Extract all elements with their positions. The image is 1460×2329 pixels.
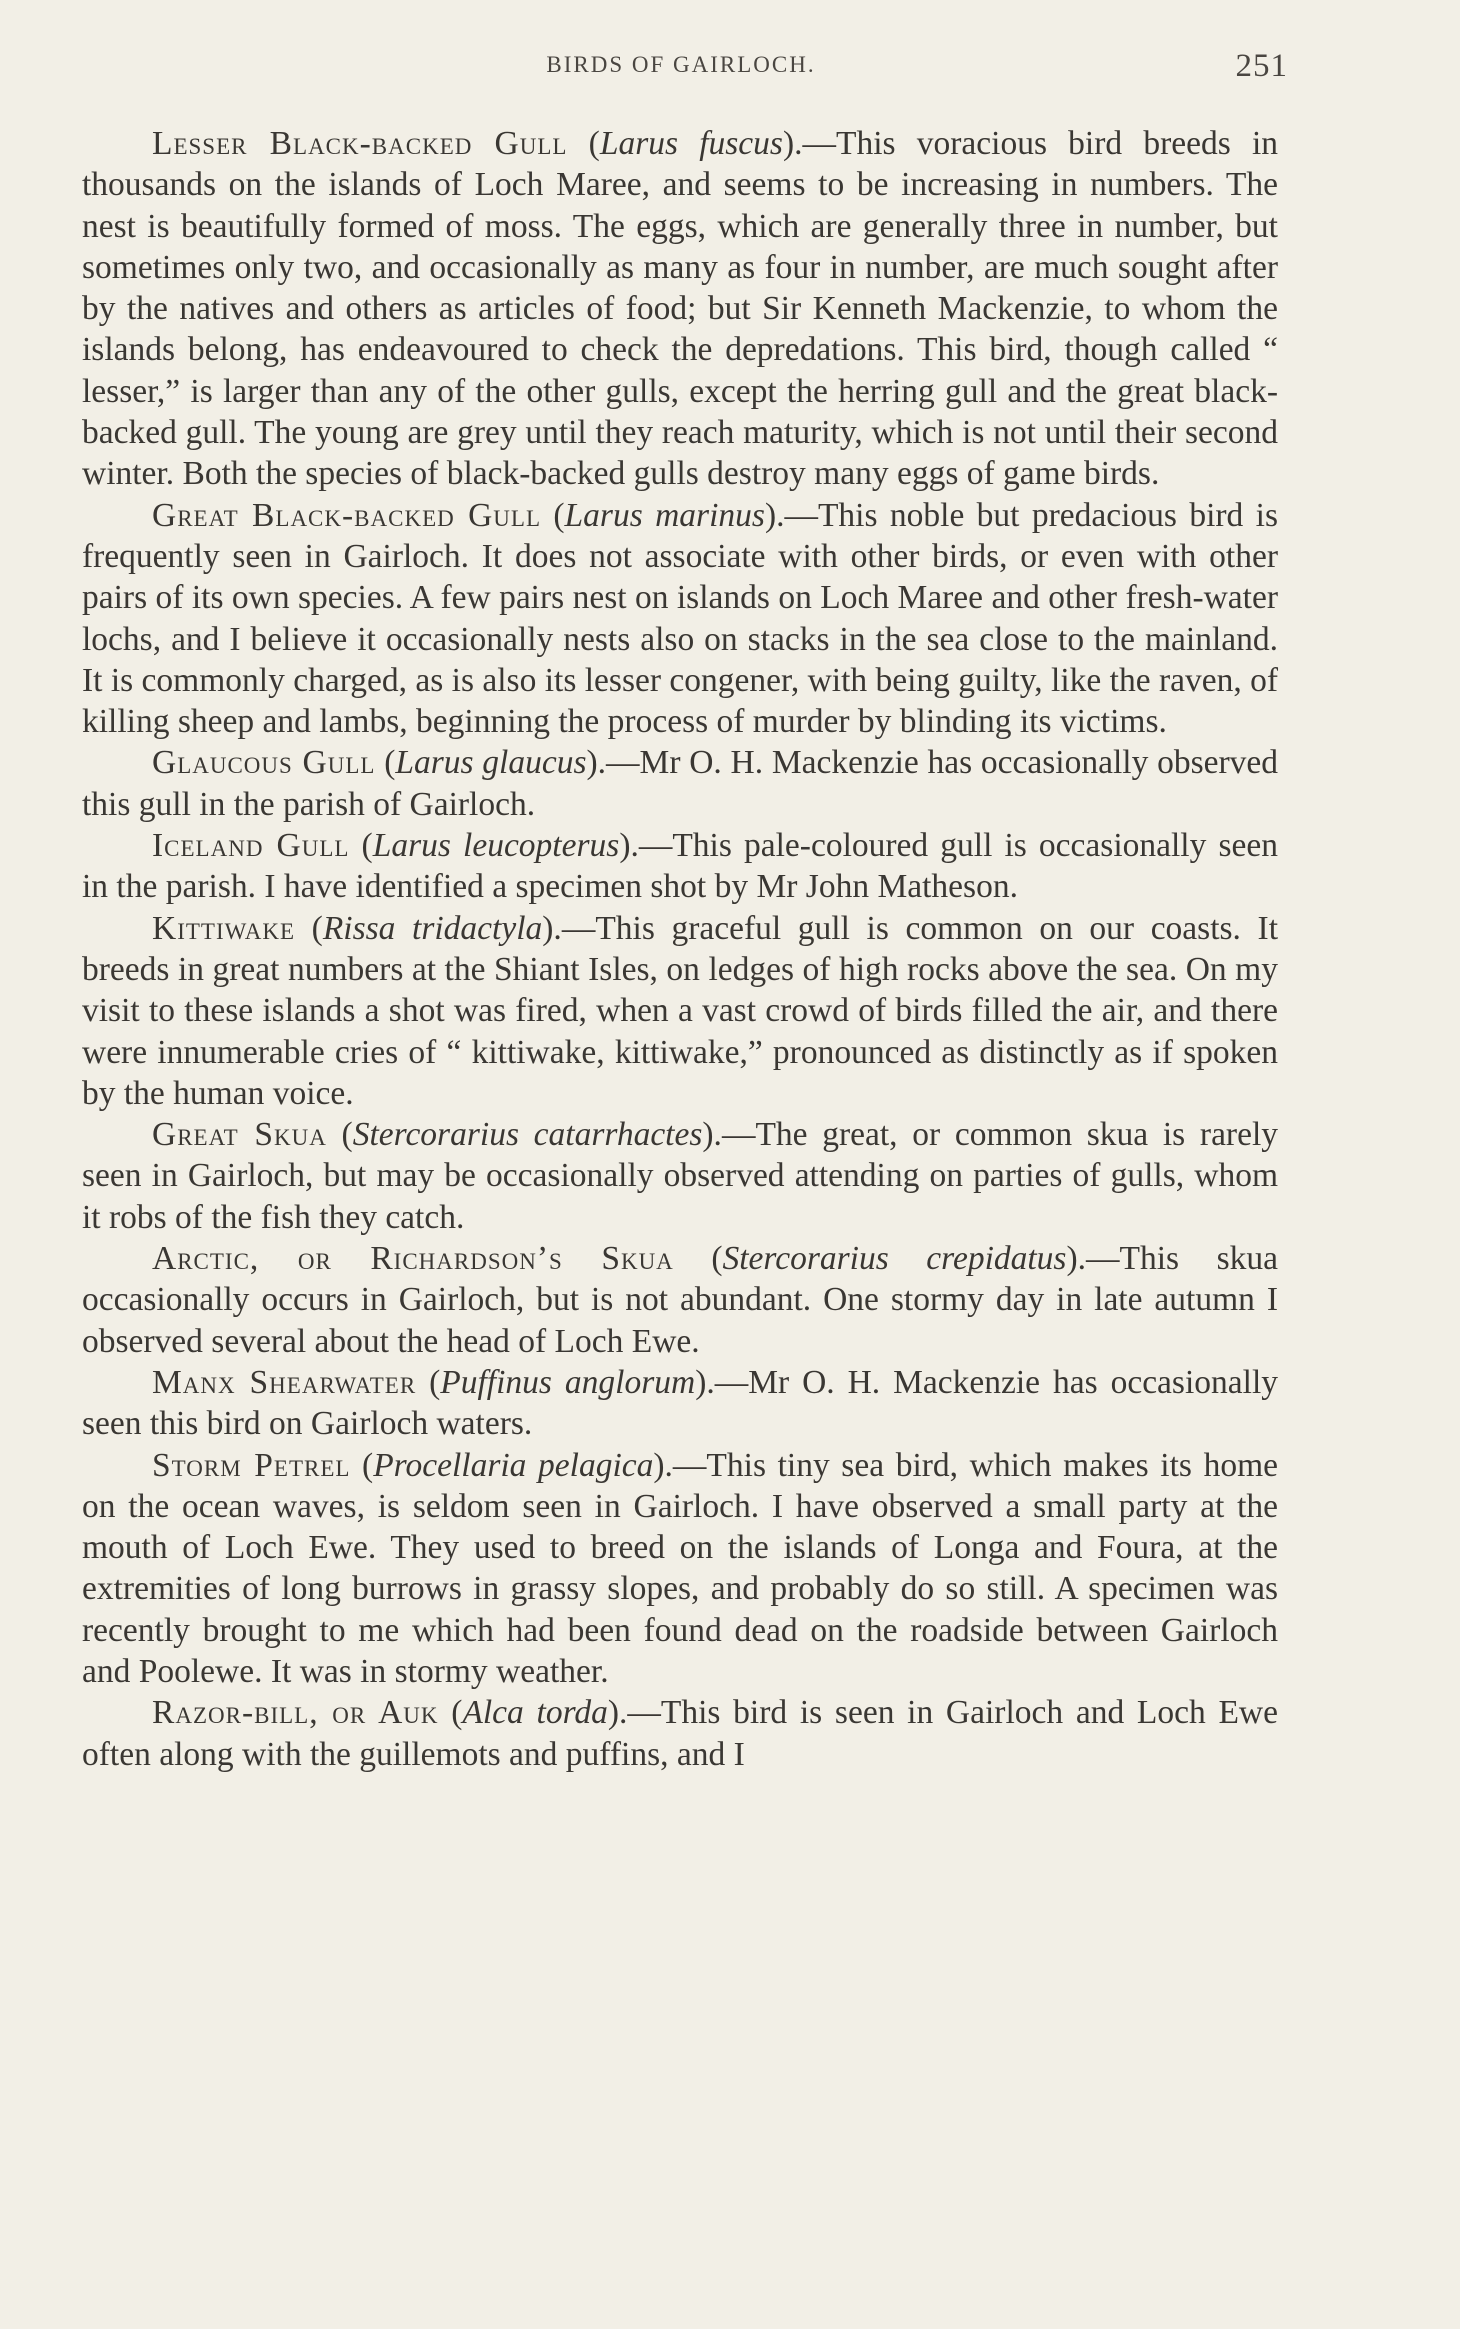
scientific-name: Stercorarius crepidatus	[722, 1240, 1067, 1278]
entry-text: —This skua occasionally occurs in Gairloch, but is not abundant. One stormy day in late autumn I observed several about the head of Loch Ewe.	[82, 1240, 1279, 1360]
sci-close: ).	[782, 125, 803, 162]
sci-open: (	[295, 909, 323, 947]
entry-text: —This voracious bird breeds in thousands on the islands of Loch Maree, and seems to be increasing in numbers. The nest is beautifully formed of moss. The eggs, which are generally three in number, but sometimes only two, and occasionally as many as four in number, are much sought after by the natives and others as articles of food; but Sir Kenneth Mackenzie, to whom the islands belong, has endeavoured to check the depredations. This bird, though called “ lesser,” is larger than any of the other gulls, except the herring gull and the great black-backed gull. The young are grey until they reach maturity, which is not until their second winter. Both the species of black-backed gulls destroy many eggs of game birds.	[82, 125, 1279, 493]
entry-glaucous-gull	[82, 742, 1278, 825]
scientific-name: Rissa tridactyla	[322, 909, 543, 947]
entry-text: —This bird is seen in Gairloch and Loch Ewe often along with the guillemots and puffins, and I	[82, 1694, 1278, 1773]
bird-name: Storm Petrel	[152, 1446, 351, 1484]
entry-text: —The great, or common skua is rarely seen in Gairloch, but may be occasionally observed attending on parties of gulls, whom it robs of the fish they catch.	[82, 1116, 1279, 1236]
sci-close: ).	[653, 1446, 673, 1484]
scientific-name: Larus glaucus	[395, 744, 587, 782]
bird-name: Glaucous Gull	[152, 744, 376, 782]
entry-text: —This noble but predacious bird is frequently seen in Gairloch. It does not associate with other birds, or even with other pairs of its own species. A few pairs nest on islands on Loch Maree and other fresh-water lochs, and I believe it occasionally nests also on stacks in the sea close to the mainland. It is commonly charged, as is also its lesser congener, with being guilty, like the raven, of killing sheep and lambs, beginning the process of murder by blinding its victims.	[82, 496, 1279, 741]
sci-close: ).	[619, 827, 639, 865]
sci-open: (	[673, 1240, 723, 1278]
page-header	[82, 48, 1288, 92]
sci-close: ).	[607, 1694, 628, 1732]
entry-text: —This graceful gull is common on our coasts. It breeds in great numbers at the Shiant Isles, on ledges of high rocks above the sea. On my visit to these islands a shot was fired, when a vast crowd of birds filled the air, and there were innumerable cries of “ kittiwake, kittiwake,” pronounced as distinctly as if spoken by the human voice.	[82, 909, 1279, 1112]
sci-open: (	[541, 496, 565, 534]
sci-close: ).	[542, 909, 562, 947]
sci-open: (	[326, 1116, 353, 1154]
entry-razor-bill	[82, 1692, 1278, 1775]
entry-lesser-black-backed-gull	[82, 123, 1278, 495]
bird-name: Iceland Gull	[152, 827, 350, 865]
sci-open: (	[567, 125, 600, 162]
sci-open: (	[416, 1363, 441, 1401]
sci-open: (	[375, 744, 396, 782]
entry-kittiwake	[82, 908, 1278, 1114]
entry-text: —This tiny sea bird, which makes its home on the ocean waves, is seldom seen in Gairloch. I have observed a small party at the mouth of Loch Ewe. They used to breed on the islands of Longa and Foura, at the extremities of long burrows in grassy slopes, and probably do so still. A specimen was recently brought to me which had been found dead on the roadside between Gairloch and Poolewe. It was in stormy weather.	[82, 1446, 1278, 1690]
sci-open: (	[350, 1446, 374, 1484]
entry-manx-shearwater	[82, 1362, 1278, 1445]
sci-close: ).	[586, 744, 607, 782]
sci-close: ).	[695, 1363, 715, 1401]
sci-close: ).	[764, 496, 785, 534]
bird-name: Great Black-backed Gull	[152, 496, 541, 534]
scientific-name: Larus fuscus	[599, 125, 783, 162]
scientific-name: Larus leucopterus	[372, 827, 620, 865]
entry-text: —Mr O. H. Mackenzie has occasionally observed this gull in the parish of Gairloch.	[82, 744, 1279, 823]
sci-open: (	[438, 1694, 463, 1732]
bird-name: Razor-bill, or Auk	[152, 1694, 439, 1732]
entry-great-skua	[82, 1114, 1278, 1238]
running-title: BIRDS OF GAIRLOCH.	[546, 52, 816, 77]
sci-close: ).	[1066, 1240, 1087, 1278]
entry-iceland-gull	[82, 825, 1278, 908]
entry-storm-petrel	[82, 1445, 1278, 1693]
scientific-name: Larus marinus	[564, 496, 765, 534]
bird-name: Kittiwake	[152, 909, 296, 947]
bird-name: Great Skua	[152, 1116, 327, 1154]
body-text	[82, 123, 1278, 1775]
bird-name: Manx Shearwater	[152, 1363, 417, 1401]
scientific-name: Procellaria pelagica	[373, 1446, 654, 1484]
entry-great-black-backed-gull	[82, 495, 1278, 743]
entry-arctic-skua	[82, 1238, 1278, 1362]
sci-close: ).	[702, 1116, 722, 1154]
scientific-name: Alca torda	[462, 1694, 608, 1732]
bird-name: Arctic, or Richardson’s Skua	[152, 1240, 674, 1278]
entry-text: —Mr O. H. Mackenzie has occasionally seen this bird on Gairloch waters.	[82, 1363, 1279, 1443]
scientific-name: Stercorarius catarrhactes	[352, 1116, 703, 1154]
scientific-name: Puffinus anglorum	[440, 1363, 696, 1401]
sci-open: (	[349, 827, 373, 865]
page-number: 251	[1235, 48, 1288, 84]
entry-text: —This pale-coloured gull is occasionally seen in the parish. I have identified a specimen shot by Mr John Matheson.	[82, 827, 1278, 906]
bird-name: Lesser Black-backed Gull	[152, 125, 568, 162]
